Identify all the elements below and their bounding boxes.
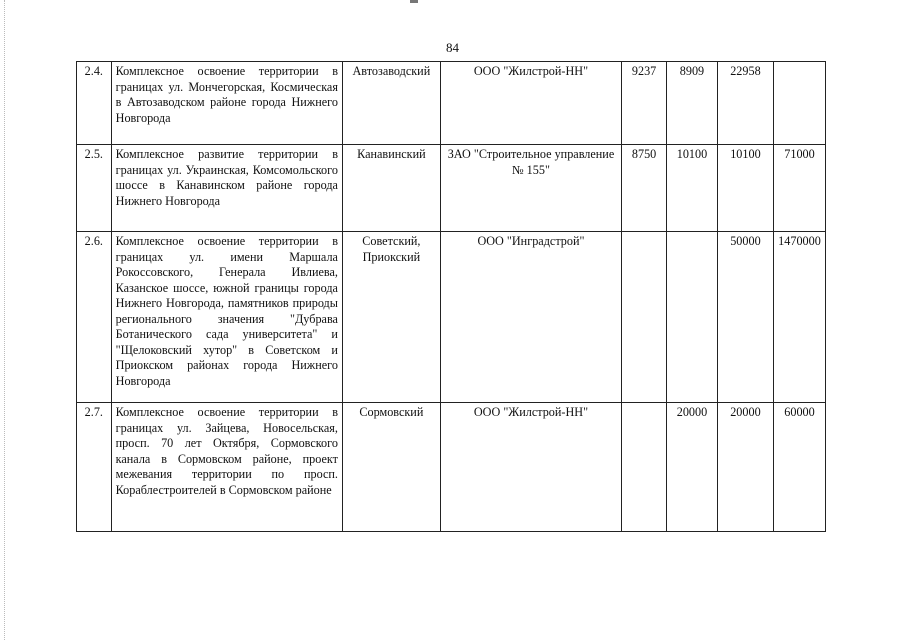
value-cell-3: 50000 (717, 232, 773, 403)
project-description: Комплексное освоение территории в границах ул. Зайцева, Новосельская, просп. 70 лет Октября, Сормовского канала в Сормовском районе, проект межевания территории по просп. Кораблестроителей в Сормовском районе (111, 403, 342, 532)
value-cell-1 (622, 232, 667, 403)
scan-edge-dots (4, 0, 6, 640)
value-cell-4: 1470000 (773, 232, 825, 403)
district-cell: Канавинский (342, 145, 440, 232)
developer-cell: ООО "Жилстрой-НН" (440, 403, 621, 532)
row-number: 2.7. (77, 403, 112, 532)
district-cell: Сормовский (342, 403, 440, 532)
value-cell-3: 10100 (717, 145, 773, 232)
project-table (76, 61, 826, 532)
district-cell: Советский, Приокский (342, 232, 440, 403)
value-cell-4: 71000 (773, 145, 825, 232)
value-cell-4: 60000 (773, 403, 825, 532)
value-cell-3: 22958 (717, 62, 773, 145)
row-number: 2.6. (77, 232, 112, 403)
table-row (77, 62, 826, 145)
value-cell-2: 8909 (666, 62, 717, 145)
page-number: 84 (446, 40, 459, 55)
developer-cell: ООО "Инградстрой" (440, 232, 621, 403)
table-row (77, 145, 826, 232)
value-cell-2: 20000 (666, 403, 717, 532)
district-cell: Автозаводский (342, 62, 440, 145)
row-number: 2.5. (77, 145, 112, 232)
project-description: Комплексное развитие территории в границах ул. Украинская, Комсомольского шоссе в Канавинском районе города Нижнего Новгорода (111, 145, 342, 232)
value-cell-2: 10100 (666, 145, 717, 232)
developer-cell: ЗАО "Строительное управление № 155" (440, 145, 621, 232)
value-cell-1: 8750 (622, 145, 667, 232)
row-number: 2.4. (77, 62, 112, 145)
value-cell-2 (666, 232, 717, 403)
project-description: Комплексное освоение территории в границах ул. имени Маршала Рокоссовского, Генерала Ивлиева, Казанское шоссе, южной границы города Нижнего Новгорода, памятников природы регионального значения "Дубрава Ботанического сада университета" и "Щелоковский хутор" в Советском и Приокском районах города Нижнего Новгорода (111, 232, 342, 403)
developer-cell: ООО "Жилстрой-НН" (440, 62, 621, 145)
scan-mark (410, 0, 418, 3)
value-cell-1: 9237 (622, 62, 667, 145)
project-description: Комплексное освоение территории в границах ул. Мончегорская, Космическая в Автозаводском районе города Нижнего Новгорода (111, 62, 342, 145)
value-cell-4 (773, 62, 825, 145)
table-row (77, 232, 826, 403)
value-cell-3: 20000 (717, 403, 773, 532)
value-cell-1 (622, 403, 667, 532)
table-row (77, 403, 826, 532)
